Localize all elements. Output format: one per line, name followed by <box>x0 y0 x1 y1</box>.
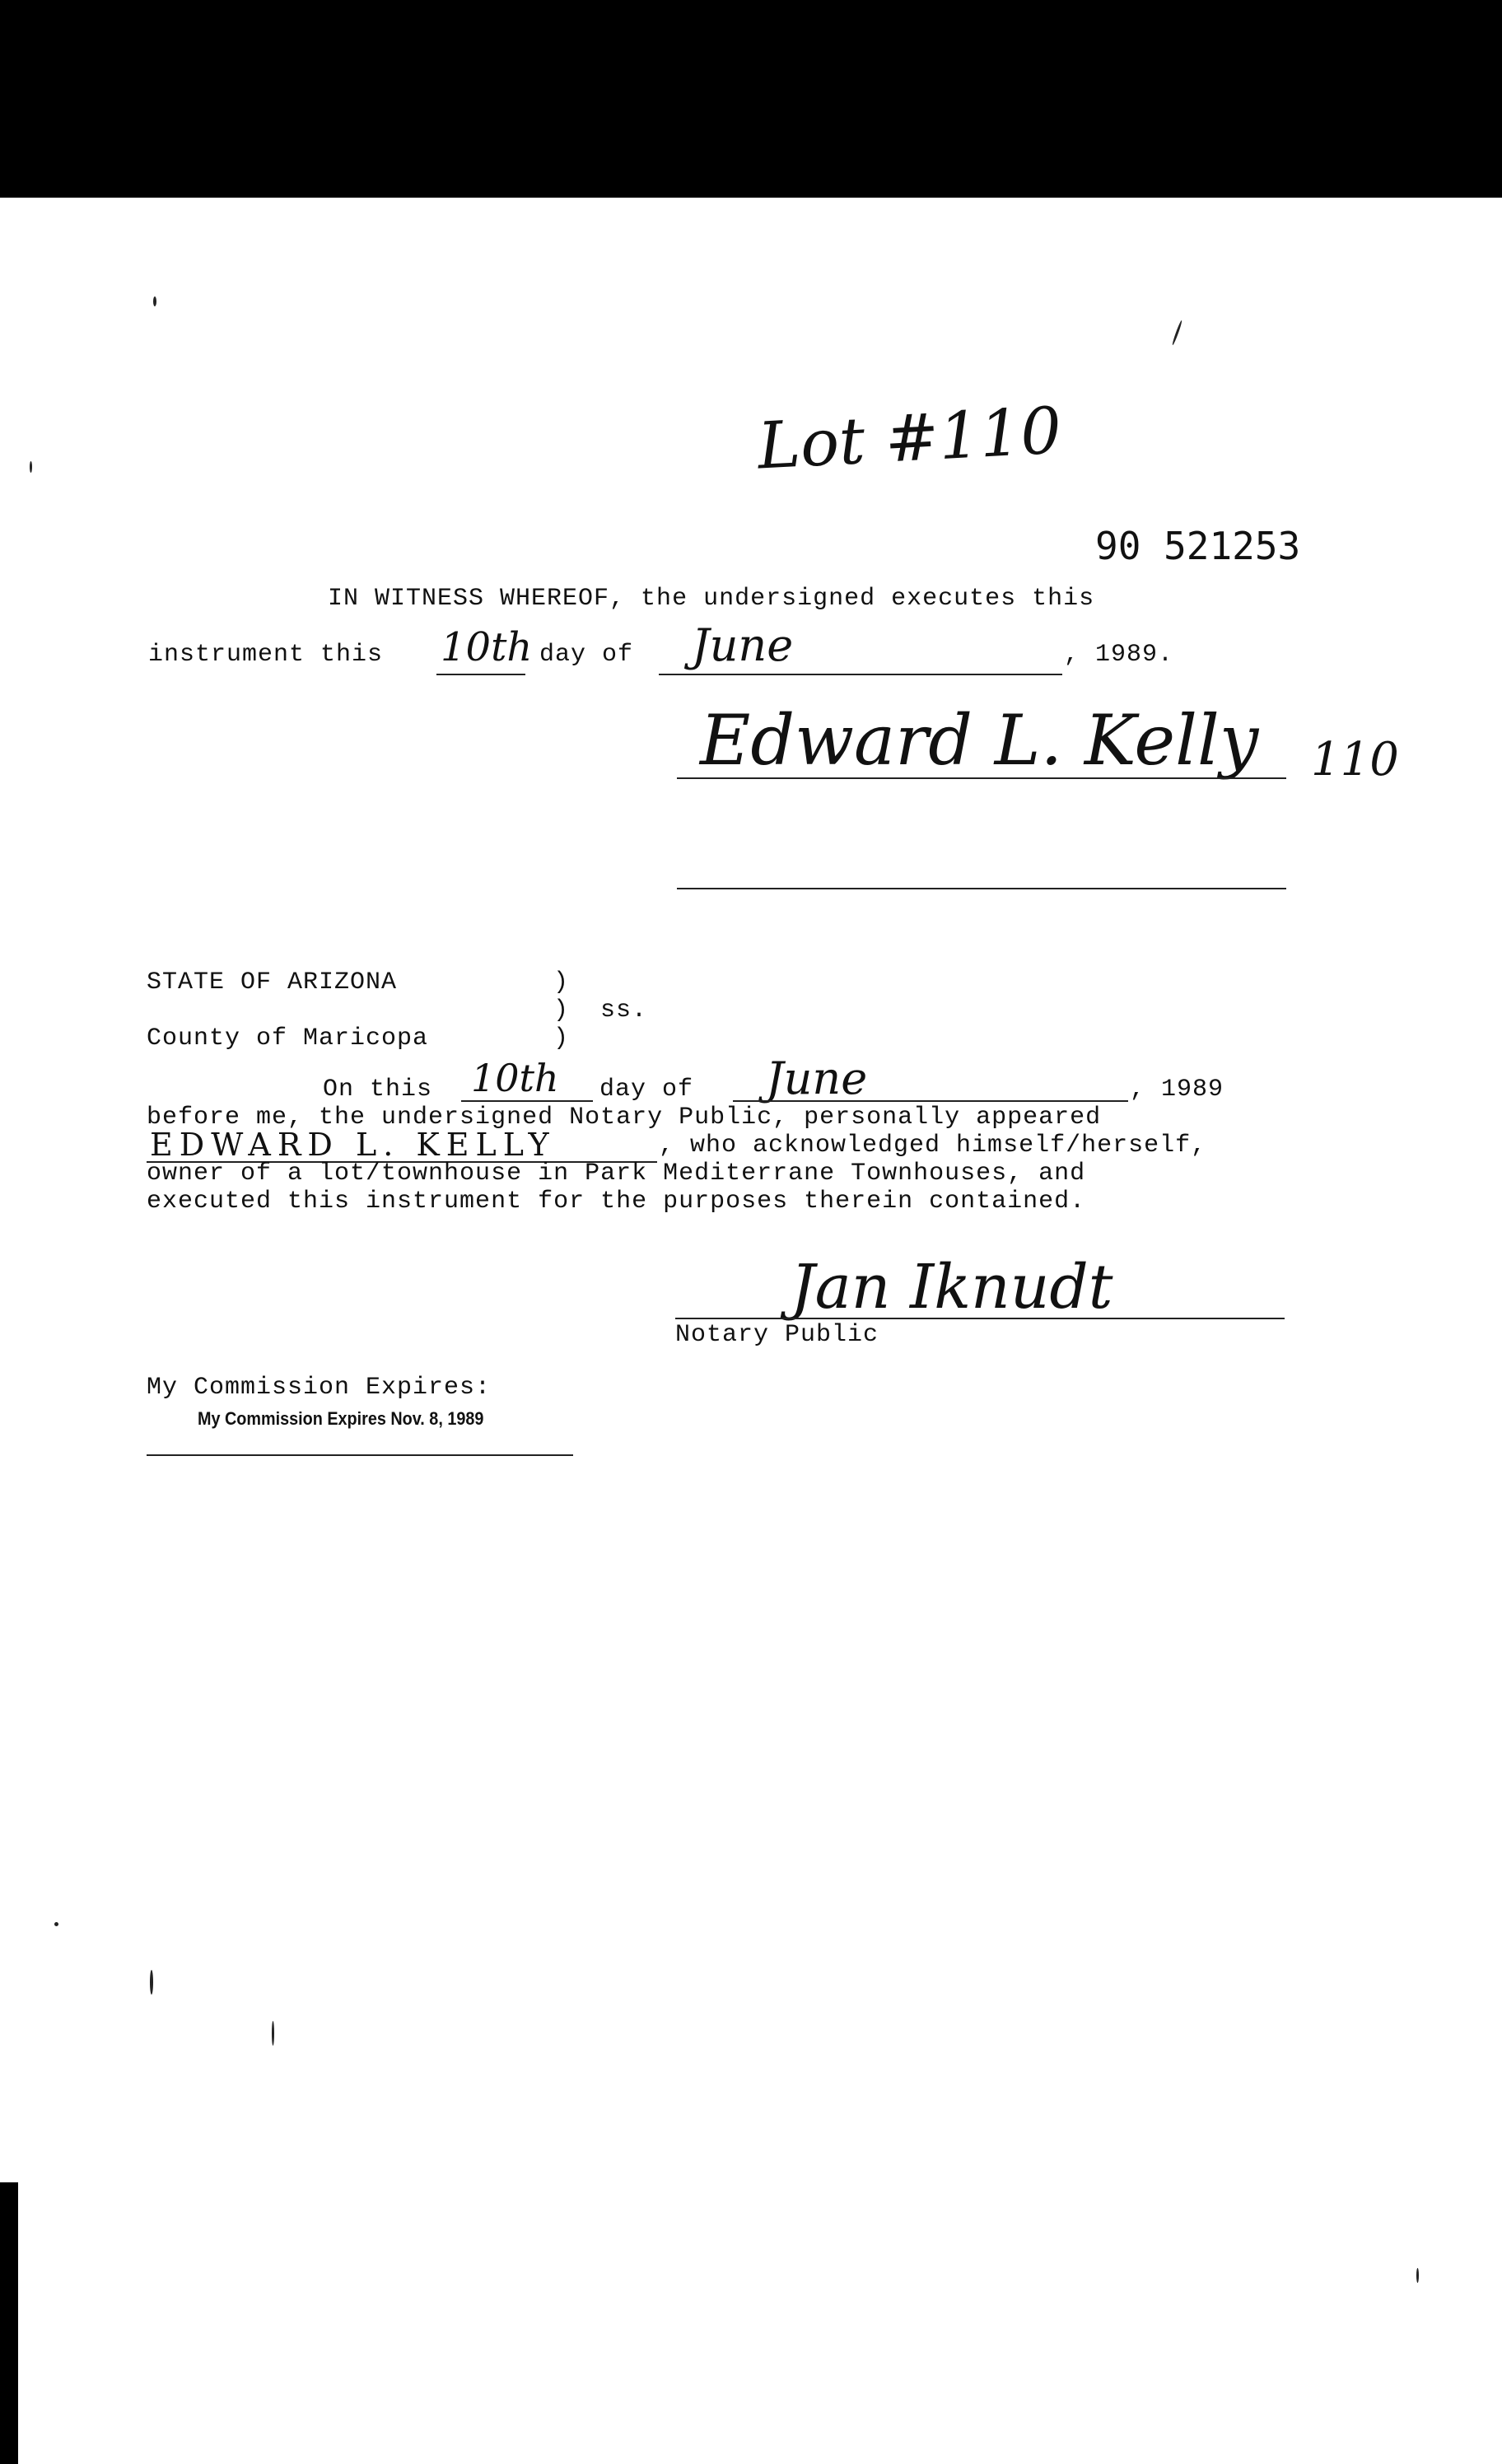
scan-speck <box>150 1970 153 1995</box>
scan-speck <box>54 1922 58 1926</box>
ack-day-of: day of <box>599 1076 694 1104</box>
witness-day-handwritten: 10th <box>441 624 533 670</box>
ack-day-handwritten: 10th <box>471 1056 559 1100</box>
ack-day-line <box>461 1100 593 1102</box>
ack-line-5: executed this instrument for the purposes therein contained. <box>147 1188 1086 1216</box>
notary-public-label: Notary Public <box>675 1321 879 1349</box>
ack-line-3-rest: , who acknowledged himself/herself, <box>659 1132 1207 1160</box>
notary-signature-line <box>675 1318 1285 1319</box>
witness-month-handwritten: June <box>692 619 794 671</box>
ack-line-4: owner of a lot/townhouse in Park Mediterrane Townhouses, and <box>147 1160 1086 1188</box>
scan-speck <box>153 296 156 306</box>
scan-border-top <box>0 0 1502 198</box>
scan-speck <box>272 2021 274 2046</box>
ack-on-this: On this <box>323 1076 433 1104</box>
venue-county: County of Maricopa <box>147 1024 429 1052</box>
ack-month-line <box>733 1100 1128 1102</box>
signer-signature: Edward L. Kelly <box>700 700 1259 781</box>
scan-speck <box>1172 320 1183 345</box>
witness-line-2-start: instrument this <box>148 641 384 669</box>
commission-label: My Commission Expires: <box>147 1374 492 1402</box>
witness-month-line <box>659 674 1062 675</box>
second-signature-line <box>677 888 1286 889</box>
scan-border-left <box>0 2182 18 2464</box>
ack-month-handwritten: June <box>766 1052 868 1104</box>
venue-paren-1: ) <box>553 968 570 996</box>
scan-speck <box>1416 2268 1419 2283</box>
signer-lot-tag: 110 <box>1311 733 1399 786</box>
notary-signature: Jan Iknudt <box>791 1252 1113 1323</box>
document-number: 90 521253 <box>1095 524 1301 568</box>
ack-year: , 1989 <box>1130 1076 1224 1104</box>
witness-line-1: IN WITNESS WHEREOF, the undersigned executes this <box>328 585 1095 613</box>
venue-paren-ss: ) ss. <box>553 996 648 1024</box>
ack-line-2: before me, the undersigned Notary Public, personally appeared <box>147 1104 1102 1132</box>
witness-day-of: day of <box>539 641 634 669</box>
venue-paren-3: ) <box>553 1024 570 1052</box>
signer-signature-line <box>677 777 1286 779</box>
venue-state: STATE OF ARIZONA <box>147 968 398 996</box>
lot-number-annotation: Lot #110 <box>755 394 1064 484</box>
commission-stamp: My Commission Expires Nov. 8, 1989 <box>198 1408 484 1429</box>
witness-day-line <box>436 674 525 675</box>
ack-name-handwritten: EDWARD L. KELLY <box>150 1127 556 1163</box>
scan-speck <box>30 461 32 473</box>
commission-line <box>147 1454 573 1456</box>
witness-year: , 1989. <box>1064 641 1174 669</box>
